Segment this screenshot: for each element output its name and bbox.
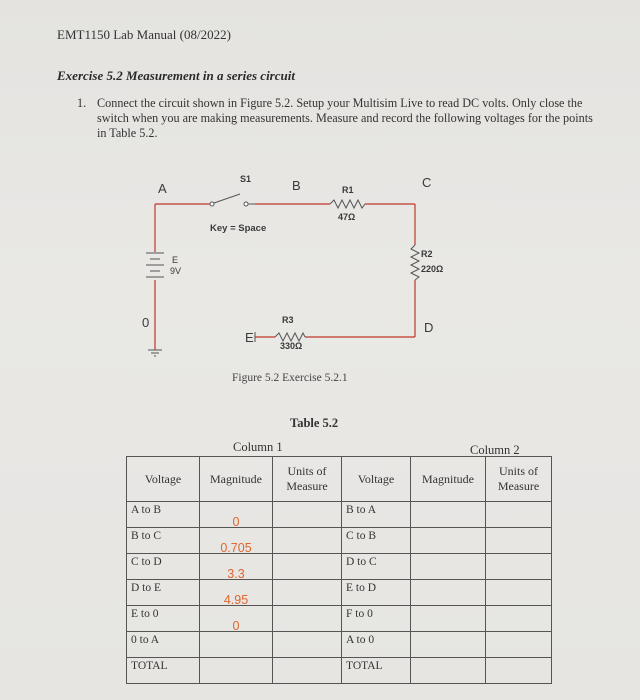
magnitude-cell[interactable] [411,528,486,554]
row-label-2: TOTAL [342,658,411,684]
row-label-1: B to C [127,528,200,554]
units-cell[interactable] [486,658,552,684]
row-label-1: D to E [127,580,200,606]
magnitude-cell[interactable]: 3.3 [200,554,273,580]
magnitude-cell[interactable]: 0.705 [200,528,273,554]
row-label-2: D to C [342,554,411,580]
header-voltage-1: Voltage [127,457,200,502]
row-label-1: 0 to A [127,632,200,658]
column1-label: Column 1 [233,440,283,454]
node-label-0: 0 [142,315,150,330]
magnitude-cell[interactable] [411,658,486,684]
r3-label: R3 [282,315,294,325]
circuit-diagram [130,160,450,360]
units-cell[interactable] [273,580,342,606]
switch-label: S1 [240,174,252,184]
battery-voltage-label: 9V [170,266,182,276]
instruction-text: Connect the circuit shown in Figure 5.2. Setup your Multisim Live to read DC volts. Only close the switch when you are making measurements. Measure and record the following voltages for the points in Table 5.2. [97,96,593,140]
units-cell[interactable] [486,554,552,580]
magnitude-cell[interactable]: 4.95 [200,580,273,606]
circuit-wires [155,204,415,350]
r2-value: 220Ω [421,264,444,274]
units-cell[interactable] [273,658,342,684]
row-label-1: A to B [127,502,200,528]
units-cell[interactable] [273,606,342,632]
row-label-2: F to 0 [342,606,411,632]
header-voltage-2: Voltage [342,457,411,502]
units-cell[interactable] [486,606,552,632]
table-row [127,580,552,606]
figure-caption: Figure 5.2 Exercise 5.2.1 [232,372,348,384]
header-magnitude-2: Magnitude [411,457,486,502]
r1-value: 47Ω [338,212,356,222]
units-cell[interactable] [273,528,342,554]
node-label-a: A [158,181,167,196]
units-cell[interactable] [486,528,552,554]
node-label-b: B [292,178,301,193]
battery-9v [146,253,164,277]
node-label-c: C [422,175,432,190]
units-cell[interactable] [486,502,552,528]
switch-s1 [210,194,255,206]
instruction-number: 1. [77,96,87,110]
row-label-2: C to B [342,528,411,554]
table-row [127,554,552,580]
header-magnitude-1: Magnitude [200,457,273,502]
magnitude-cell[interactable] [411,606,486,632]
r1-label: R1 [342,185,354,195]
table-row [127,502,552,528]
measurement-table [126,456,552,684]
row-label-2: A to 0 [342,632,411,658]
row-label-2: E to D [342,580,411,606]
table-row-total [127,658,552,684]
resistor-r2 [411,245,419,280]
units-cell[interactable] [273,502,342,528]
row-label-1: TOTAL [127,658,200,684]
magnitude-cell[interactable] [411,632,486,658]
magnitude-cell[interactable] [411,502,486,528]
table-row [127,528,552,554]
table-header-row [127,457,552,502]
node-label-e: E [245,330,254,345]
page-header: EMT1150 Lab Manual (08/2022) [57,27,231,42]
ground-icon [148,350,162,356]
magnitude-cell[interactable] [200,632,273,658]
battery-node-label: E [172,255,179,265]
units-cell[interactable] [273,632,342,658]
magnitude-cell[interactable]: 0 [200,606,273,632]
units-cell[interactable] [486,632,552,658]
row-label-1: E to 0 [127,606,200,632]
node-label-d: D [424,320,434,335]
resistor-r3 [275,333,305,341]
row-label-1: C to D [127,554,200,580]
table-row [127,632,552,658]
magnitude-cell[interactable] [411,580,486,606]
resistor-r1 [330,200,365,208]
magnitude-cell[interactable]: 0 [200,502,273,528]
instruction-paragraph [77,96,597,141]
exercise-title: Exercise 5.2 Measurement in a series circuit [57,68,295,83]
key-label: Key = Space [210,223,267,234]
table-title: Table 5.2 [290,416,339,430]
row-label-2: B to A [342,502,411,528]
r3-value: 330Ω [280,341,303,351]
magnitude-cell[interactable] [411,554,486,580]
units-cell[interactable] [273,554,342,580]
r2-label: R2 [421,249,433,259]
header-units-1: Units of Measure [273,457,342,502]
magnitude-cell[interactable] [200,658,273,684]
units-cell[interactable] [486,580,552,606]
header-units-2: Units of Measure [486,457,552,502]
table-row [127,606,552,632]
column2-label: Column 2 [470,443,520,457]
